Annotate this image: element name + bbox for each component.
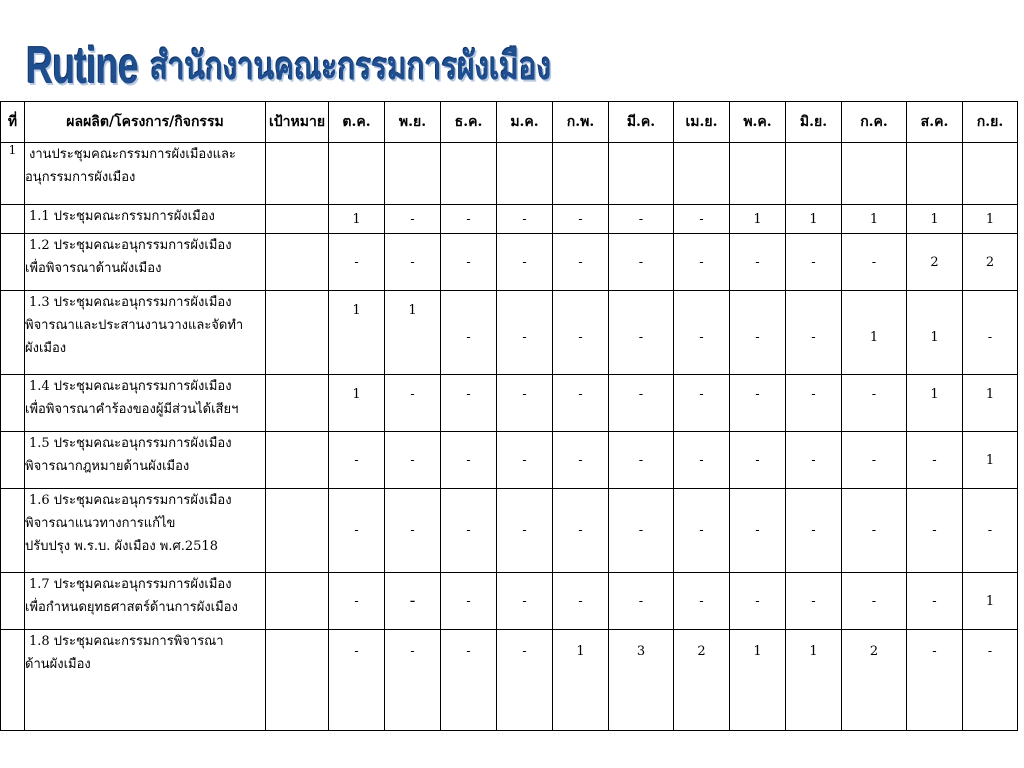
month-value: - — [441, 234, 497, 291]
month-value: - — [842, 375, 907, 432]
month-value: - — [609, 234, 674, 291]
month-value: 1 — [385, 291, 441, 375]
month-value: 1 — [730, 630, 786, 731]
month-value: - — [553, 489, 609, 573]
month-value: - — [497, 630, 553, 731]
month-value — [385, 143, 441, 205]
month-value: - — [497, 573, 553, 630]
month-value: 1 — [963, 573, 1018, 630]
month-value: - — [497, 234, 553, 291]
header-month: ม.ค. — [497, 102, 553, 143]
month-value: 1 — [730, 205, 786, 234]
product-line: งานประชุมคณะกรรมการผังเมืองและ — [29, 147, 236, 162]
product-line: 1.5 ประชุมคณะอนุกรรมการผังเมือง — [29, 436, 232, 451]
month-value: 1 — [329, 375, 385, 432]
month-value: - — [730, 573, 786, 630]
month-value: 1 — [907, 291, 963, 375]
month-value: - — [674, 291, 730, 375]
month-value: - — [842, 573, 907, 630]
product-line: ปรับปรุง พ.ร.บ. ผังเมือง พ.ศ.2518 — [25, 539, 218, 554]
product-line: ผังเมือง — [25, 341, 67, 356]
product-line: เพื่อพิจารณาคำร้องของผู้มีส่วนได้เสียฯ — [25, 402, 239, 417]
target-cell — [266, 291, 329, 375]
header-month: พ.ค. — [730, 102, 786, 143]
month-value: - — [441, 205, 497, 234]
month-value: - — [786, 291, 842, 375]
month-value: - — [553, 234, 609, 291]
month-value: 2 — [907, 234, 963, 291]
month-value: 1 — [963, 205, 1018, 234]
month-value: - — [786, 432, 842, 489]
header-no: ที่ — [1, 102, 25, 143]
month-value: - — [730, 291, 786, 375]
product-line: 1.2 ประชุมคณะอนุกรรมการผังเมือง — [29, 238, 232, 253]
target-cell — [266, 143, 329, 205]
month-value: - — [907, 432, 963, 489]
header-month: ก.ย. — [963, 102, 1018, 143]
table-row — [1, 630, 1018, 731]
target-cell — [266, 432, 329, 489]
month-value: - — [907, 630, 963, 731]
month-value: - — [963, 291, 1018, 375]
month-value: - — [497, 432, 553, 489]
target-cell — [266, 205, 329, 234]
month-value: - — [497, 375, 553, 432]
product-cell — [25, 234, 266, 291]
month-value: - — [553, 375, 609, 432]
month-value: - — [441, 432, 497, 489]
month-value: 1 — [329, 291, 385, 375]
month-value: - — [963, 489, 1018, 573]
header-row — [1, 102, 1018, 143]
target-cell — [266, 573, 329, 630]
product-line: 1.3 ประชุมคณะอนุกรรมการผังเมือง — [29, 295, 232, 310]
month-value: - — [842, 432, 907, 489]
month-value: - — [385, 375, 441, 432]
page-title — [26, 18, 664, 96]
product-cell — [25, 489, 266, 573]
month-value: - — [497, 291, 553, 375]
month-value: - — [385, 432, 441, 489]
month-value: - — [786, 234, 842, 291]
header-month: มี.ค. — [609, 102, 674, 143]
month-value: - — [553, 432, 609, 489]
product-line: ด้านผังเมือง — [25, 657, 91, 672]
month-value: - — [730, 234, 786, 291]
month-value: - — [907, 489, 963, 573]
table-row — [1, 234, 1018, 291]
row-number — [1, 205, 25, 234]
month-value: - — [497, 489, 553, 573]
product-cell — [25, 432, 266, 489]
product-line: 1.1 ประชุมคณะกรรมการผังเมือง — [29, 209, 215, 224]
product-line: พิจารณาและประสานงานวางและจัดทำ — [25, 318, 244, 333]
month-value: - — [441, 489, 497, 573]
product-line: 1.6 ประชุมคณะอนุกรรมการผังเมือง — [29, 493, 232, 508]
month-value: - — [786, 489, 842, 573]
month-value: - — [674, 234, 730, 291]
product-line: 1.7 ประชุมคณะอนุกรรมการผังเมือง — [29, 577, 232, 592]
product-line: พิจารณากฎหมายด้านผังเมือง — [25, 459, 190, 474]
month-value: - — [553, 573, 609, 630]
product-line: พิจารณาแนวทางการแก้ไข — [25, 516, 176, 531]
month-value: - — [385, 234, 441, 291]
table-row — [1, 291, 1018, 375]
month-value: - — [441, 573, 497, 630]
month-value: - — [786, 375, 842, 432]
month-value: - — [609, 489, 674, 573]
product-line: เพื่อกำหนดยุทธศาสตร์ด้านการผังเมือง — [25, 600, 238, 615]
month-value: - — [385, 573, 441, 630]
month-value: - — [730, 375, 786, 432]
month-value — [553, 143, 609, 205]
month-value: 1 — [842, 205, 907, 234]
header-month: ธ.ค. — [441, 102, 497, 143]
month-value: - — [609, 375, 674, 432]
month-value: - — [907, 573, 963, 630]
table-row — [1, 205, 1018, 234]
month-value — [842, 143, 907, 205]
header-month: ต.ค. — [329, 102, 385, 143]
month-value: - — [385, 205, 441, 234]
month-value — [674, 143, 730, 205]
row-number — [1, 234, 25, 291]
row-number — [1, 489, 25, 573]
month-value: - — [674, 205, 730, 234]
title-english: Rutine — [26, 37, 139, 95]
month-value: 2 — [963, 234, 1018, 291]
month-value: - — [329, 630, 385, 731]
header-month: ส.ค. — [907, 102, 963, 143]
header-month: มิ.ย. — [786, 102, 842, 143]
month-value: 1 — [963, 432, 1018, 489]
product-cell — [25, 375, 266, 432]
month-value — [441, 143, 497, 205]
month-value: - — [553, 291, 609, 375]
month-value — [963, 143, 1018, 205]
product-cell — [25, 205, 266, 234]
month-value: - — [329, 432, 385, 489]
month-value: - — [730, 489, 786, 573]
month-value: 2 — [674, 630, 730, 731]
product-line: 1.8 ประชุมคณะกรรมการพิจารณา — [29, 634, 224, 649]
row-number — [1, 432, 25, 489]
month-value: - — [385, 489, 441, 573]
header-month: ก.พ. — [553, 102, 609, 143]
month-value: - — [329, 489, 385, 573]
month-value: 1 — [553, 630, 609, 731]
month-value — [730, 143, 786, 205]
row-number: 1 — [1, 143, 25, 205]
month-value — [786, 143, 842, 205]
product-line: เพื่อพิจารณาด้านผังเมือง — [25, 261, 162, 276]
month-value: - — [674, 375, 730, 432]
month-value: 1 — [963, 375, 1018, 432]
month-value: - — [441, 630, 497, 731]
month-value: 2 — [842, 630, 907, 731]
header-target: เป้าหมาย — [266, 102, 329, 143]
month-value: - — [674, 489, 730, 573]
month-value: 1 — [842, 291, 907, 375]
title-thai: สำนักงานคณะกรรมการผังเมือง — [150, 44, 552, 88]
month-value: 1 — [786, 205, 842, 234]
table-row — [1, 489, 1018, 573]
month-value: 1 — [907, 205, 963, 234]
month-value: - — [609, 432, 674, 489]
month-value: - — [329, 234, 385, 291]
product-cell — [25, 291, 266, 375]
schedule-table — [0, 101, 1018, 731]
row-number — [1, 375, 25, 432]
month-value — [907, 143, 963, 205]
header-month: พ.ย. — [385, 102, 441, 143]
target-cell — [266, 489, 329, 573]
month-value: 1 — [907, 375, 963, 432]
header-product: ผลผลิต/โครงการ/กิจกรรม — [25, 102, 266, 143]
table-row — [1, 573, 1018, 630]
month-value: - — [730, 432, 786, 489]
month-value — [329, 143, 385, 205]
product-cell — [25, 573, 266, 630]
month-value: - — [609, 291, 674, 375]
month-value: 1 — [786, 630, 842, 731]
month-value: - — [842, 489, 907, 573]
month-value: - — [553, 205, 609, 234]
row-number — [1, 291, 25, 375]
month-value: 1 — [329, 205, 385, 234]
month-value: - — [842, 234, 907, 291]
month-value: - — [441, 291, 497, 375]
target-cell — [266, 630, 329, 731]
table-row — [1, 432, 1018, 489]
month-value: - — [963, 630, 1018, 731]
month-value: - — [609, 205, 674, 234]
header-month: ก.ค. — [842, 102, 907, 143]
target-cell — [266, 375, 329, 432]
month-value: - — [441, 375, 497, 432]
target-cell — [266, 234, 329, 291]
month-value: - — [385, 630, 441, 731]
product-cell — [25, 630, 266, 731]
month-value — [497, 143, 553, 205]
month-value: - — [786, 573, 842, 630]
header-month: เม.ย. — [674, 102, 730, 143]
row-number — [1, 630, 25, 731]
product-line: 1.4 ประชุมคณะอนุกรรมการผังเมือง — [29, 379, 232, 394]
month-value: - — [674, 432, 730, 489]
product-line: อนุกรรมการผังเมือง — [25, 170, 136, 185]
table-row — [1, 375, 1018, 432]
month-value — [609, 143, 674, 205]
row-number — [1, 573, 25, 630]
month-value: - — [674, 573, 730, 630]
month-value: - — [329, 573, 385, 630]
month-value: 3 — [609, 630, 674, 731]
table-row — [1, 143, 1018, 205]
month-value: - — [497, 205, 553, 234]
product-cell — [25, 143, 266, 205]
month-value: - — [609, 573, 674, 630]
